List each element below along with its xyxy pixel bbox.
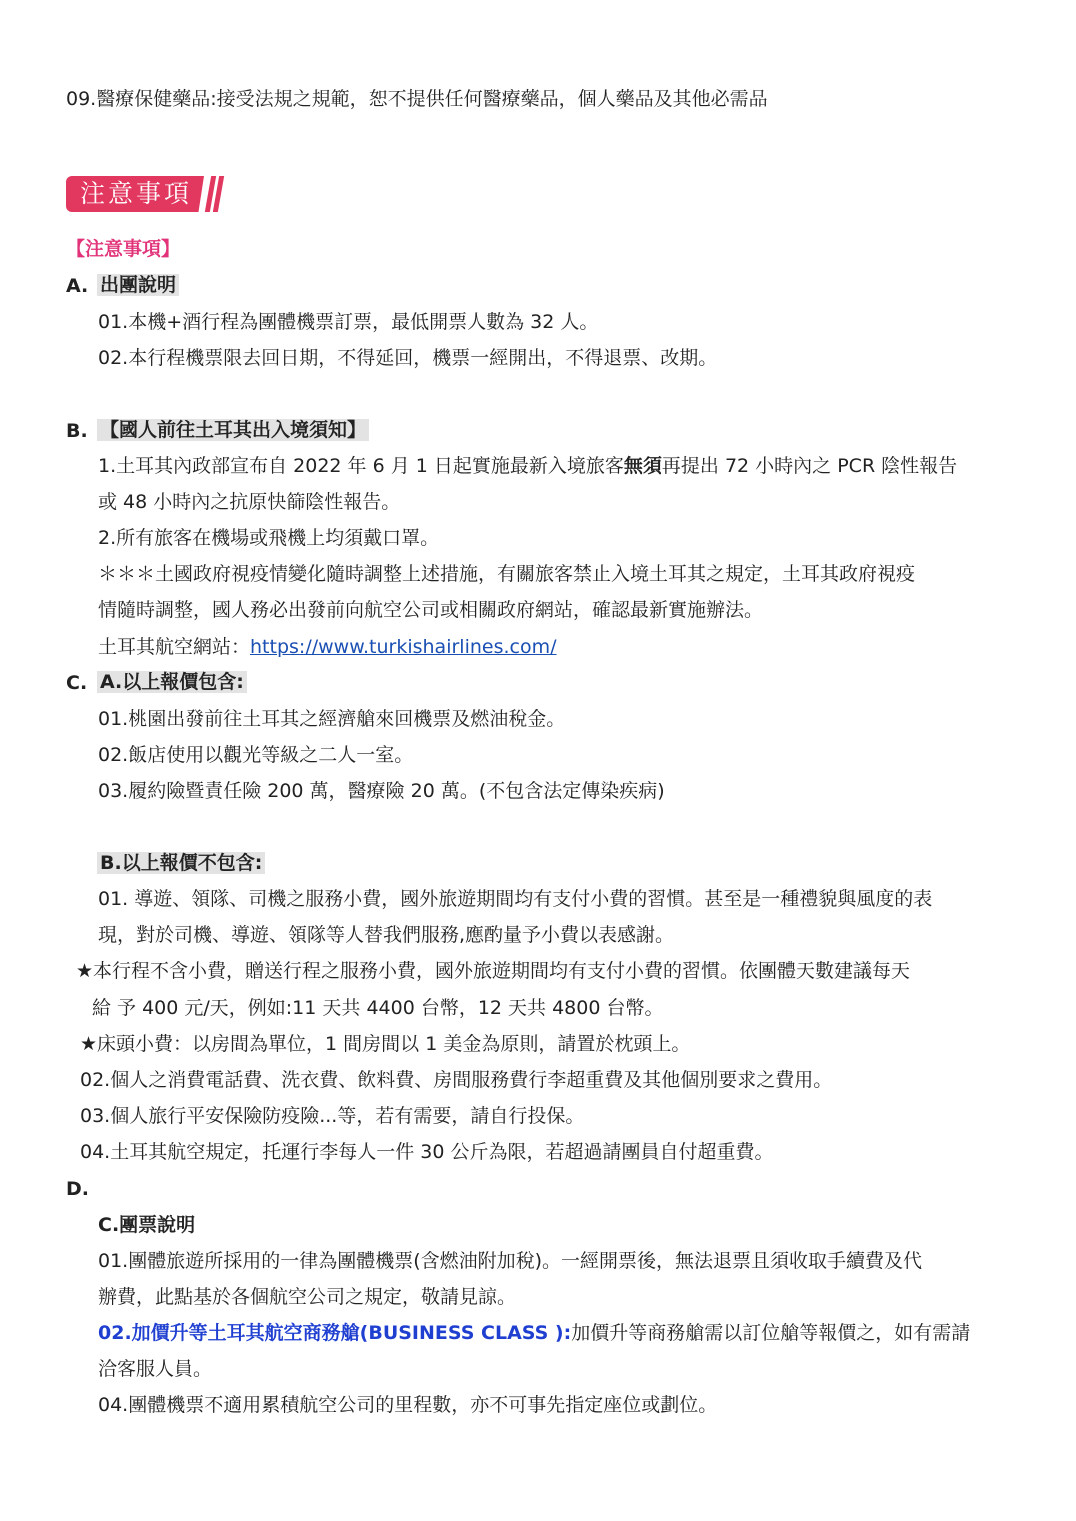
included-title: A.以上報價包含: <box>97 669 247 695</box>
section-d-line-4: 洽客服人員。 <box>98 1358 213 1380</box>
excluded-line-7: 03.個人旅行平安保險防疫險...等，若有需要，請自行投保。 <box>80 1105 585 1127</box>
section-b-letter: B. <box>66 420 88 442</box>
item-09: 09.醫療保健藥品:接受法規之規範，恕不提供任何醫療藥品，個人藥品及其他必需品 <box>66 88 768 110</box>
included-line-2: 02.飯店使用以觀光等級之二人一室。 <box>98 744 414 766</box>
website-row <box>98 634 557 660</box>
excluded-line-2: 現，對於司機、導遊、領隊等人替我們服務,應酌量予小費以表感謝。 <box>98 924 675 946</box>
included-line-3: 03.履約險暨責任險 200 萬，醫療險 20 萬。(不包含法定傳染疾病) <box>98 780 665 802</box>
section-d-letter: D. <box>66 1178 89 1200</box>
section-a-line-2: 02.本行程機票限去回日期，不得延回，機票一經開出，不得退票、改期。 <box>98 347 718 369</box>
section-b-line-3: 2.所有旅客在機場或飛機上均須戴口罩。 <box>98 527 440 549</box>
section-b-line-1: 1.土耳其內政部宣布自 2022 年 6 月 1 日起實施最新入境旅客無須再提出 72 小時內之 PCR 陰性報告 <box>98 455 958 477</box>
notice-heading: 【注意事項】 <box>66 238 181 260</box>
included-line-1: 01.桃園出發前往土耳其之經濟艙來回機票及燃油稅金。 <box>98 708 566 730</box>
section-b-line-4: ＊＊＊土國政府視疫情變化隨時調整上述措施，有關旅客禁止入境土耳其之規定，土耳其政府視疫 <box>98 563 916 585</box>
website-label: 土耳其航空網站： <box>98 636 251 658</box>
section-d-line-3: 02.加價升等土耳其航空商務艙(BUSINESS CLASS ):加價升等商務艙需以訂位艙等報價之，如有需請 <box>98 1322 971 1344</box>
section-a-title: 出團說明 <box>97 272 179 298</box>
excluded-line-3: ★本行程不含小費，贈送行程之服務小費，國外旅遊期間均有支付小費的習慣。依團體天數建議每天 <box>76 960 911 982</box>
section-d-line-1: 01.團體旅遊所採用的一律為團體機票(含燃油附加稅)。一經開票後，無法退票且須收取手續費及代 <box>98 1250 923 1272</box>
section-a-line-1: 01.本機+酒行程為團體機票訂票，最低開票人數為 32 人。 <box>98 311 599 333</box>
excluded-line-6: 02.個人之消費電話費、洗衣費、飲料費、房間服務費行李超重費及其他個別要求之費用。 <box>80 1069 833 1091</box>
section-d-line-5: 04.團體機票不適用累積航空公司的里程數，亦不可事先指定座位或劃位。 <box>98 1394 718 1416</box>
excluded-line-5: ★床頭小費：以房間為單位，1 間房間以 1 美金為原則，請置於枕頭上。 <box>80 1033 691 1055</box>
excluded-line-8: 04.土耳其航空規定，托運行李每人一件 30 公斤為限，若超過請團員自付超重費。 <box>80 1141 774 1163</box>
section-b-line-2: 或 48 小時內之抗原快篩陰性報告。 <box>98 491 401 513</box>
website-link[interactable]: https://www.turkishairlines.com/ <box>250 636 557 658</box>
section-title-text: 注意事項 <box>80 179 193 208</box>
section-b-title: 【國人前往土耳其出入境須知】 <box>97 417 369 443</box>
section-b-line-5: 情隨時調整，國人務必出發前向航空公司或相關政府網站，確認最新實施辦法。 <box>98 599 764 621</box>
business-class-upgrade: 02.加價升等土耳其航空商務艙(BUSINESS CLASS ): <box>98 1322 572 1344</box>
section-d-line-2: 辦費，此點基於各個航空公司之規定，敬請見諒。 <box>98 1286 517 1308</box>
excluded-line-1: 01. 導遊、領隊、司機之服務小費，國外旅遊期間均有支付小費的習慣。甚至是一種禮貌與風度的表 <box>98 888 933 910</box>
section-d-title: C.團票說明 <box>98 1214 196 1236</box>
excluded-line-4: 給 予 400 元/天，例如:11 天共 4400 台幣，12 天共 4800 台幣。 <box>92 997 664 1019</box>
section-a-letter: A. <box>66 275 89 297</box>
excluded-title: B.以上報價不包含: <box>97 850 265 876</box>
section-c-letter: C. <box>66 672 88 694</box>
